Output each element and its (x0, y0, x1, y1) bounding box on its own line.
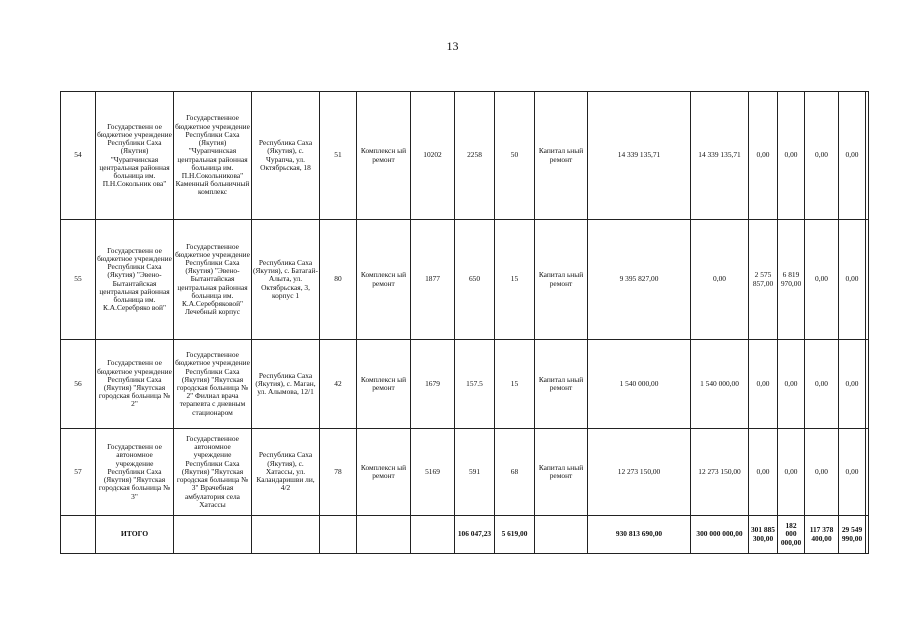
col-6-value: 10202 (411, 92, 455, 220)
repair-category: Капитал ьный ремонт (535, 92, 588, 220)
empty-cell (320, 516, 357, 554)
totals-col-15: 29 549 990,00 (839, 516, 866, 554)
table-row (61, 92, 869, 220)
col-14-value: 0,00 (805, 92, 839, 220)
work-type: Комплексн ый ремонт (357, 92, 411, 220)
total-cost: 1 540 000,00 (588, 340, 691, 429)
object-name: Государственное бюджетное учреждение Республики Саха (Якутия) "Якутская городская больница № 2" Филиал врача терапевта с дневным стационаром (174, 340, 252, 429)
totals-col-12: 301 885 300,00 (749, 516, 778, 554)
object-address: Республика Саха (Якутия), с. Маган, ул. Алымова, 12/1 (252, 340, 320, 429)
row-number: 54 (61, 92, 96, 220)
work-type: Комплексн ый ремонт (357, 340, 411, 429)
totals-total-cost: 930 813 690,00 (588, 516, 691, 554)
repair-category: Капитал ьный ремонт (535, 340, 588, 429)
col-11-value: 1 540 000,00 (691, 340, 749, 429)
edge-cell (866, 429, 869, 516)
col-7-value: 650 (455, 220, 495, 340)
col-7-value: 591 (455, 429, 495, 516)
col-12-value: 2 575 857,00 (749, 220, 778, 340)
empty-cell (61, 516, 96, 554)
col-11-value: 0,00 (691, 220, 749, 340)
col-11-value: 12 273 150,00 (691, 429, 749, 516)
object-address: Республика Саха (Якутия), с. Чурапча, ул. Октябрьская, 18 (252, 92, 320, 220)
object-name: Государственное бюджетное учреждение Республики Саха (Якутия) "Чурапчинская центральная районная больница им. П.Н.Сокольникова" Каменный больничный комплекс (174, 92, 252, 220)
empty-cell (252, 516, 320, 554)
totals-col-7: 106 047,23 (455, 516, 495, 554)
totals-label: ИТОГО (96, 516, 174, 554)
institution-name: Государственн ое автономное учреждение Республики Саха (Якутия) "Якутская городская больница № 3" (96, 429, 174, 516)
row-number: 55 (61, 220, 96, 340)
col-4-value: 80 (320, 220, 357, 340)
total-cost: 12 273 150,00 (588, 429, 691, 516)
col-15-value: 0,00 (839, 220, 866, 340)
page-number: 13 (446, 39, 459, 53)
total-cost: 9 395 827,00 (588, 220, 691, 340)
col-4-value: 51 (320, 92, 357, 220)
col-11-value: 14 339 135,71 (691, 92, 749, 220)
col-15-value: 0,00 (839, 429, 866, 516)
repair-program-table (60, 91, 869, 554)
col-13-value: 6 819 970,00 (778, 220, 805, 340)
work-type: Комплексн ый ремонт (357, 429, 411, 516)
institution-name: Государственн ое бюджетное учреждение Республики Саха (Якутия) "Якутская городская больница № 2" (96, 340, 174, 429)
col-4-value: 78 (320, 429, 357, 516)
totals-row (61, 516, 869, 554)
edge-cell (866, 92, 869, 220)
col-8-value: 68 (495, 429, 535, 516)
total-cost: 14 339 135,71 (588, 92, 691, 220)
col-12-value: 0,00 (749, 92, 778, 220)
institution-name: Государственн ое бюджетное учреждение Республики Саха (Якутия) "Чурапчинская центральная районная больница им. П.Н.Сокольник ова" (96, 92, 174, 220)
row-number: 56 (61, 340, 96, 429)
edge-cell (866, 516, 869, 554)
col-14-value: 0,00 (805, 429, 839, 516)
col-13-value: 0,00 (778, 92, 805, 220)
empty-cell (411, 516, 455, 554)
col-13-value: 0,00 (778, 340, 805, 429)
object-address: Республика Саха (Якутия), с. Хатассы, ул. Каландаришви ли, 4/2 (252, 429, 320, 516)
col-15-value: 0,00 (839, 340, 866, 429)
empty-cell (174, 516, 252, 554)
col-6-value: 1679 (411, 340, 455, 429)
edge-cell (866, 220, 869, 340)
table-row (61, 429, 869, 516)
totals-col-8: 5 619,00 (495, 516, 535, 554)
col-12-value: 0,00 (749, 340, 778, 429)
totals-col-11: 300 000 000,00 (691, 516, 749, 554)
table-row (61, 340, 869, 429)
col-14-value: 0,00 (805, 220, 839, 340)
col-6-value: 1877 (411, 220, 455, 340)
col-7-value: 2258 (455, 92, 495, 220)
col-7-value: 157.5 (455, 340, 495, 429)
object-name: Государственное автономное учреждение Республики Саха (Якутия) "Якутская городская больница № 3" Врачебная амбулатория села Хатассы (174, 429, 252, 516)
col-15-value: 0,00 (839, 92, 866, 220)
edge-cell (866, 340, 869, 429)
empty-cell (357, 516, 411, 554)
col-12-value: 0,00 (749, 429, 778, 516)
col-6-value: 5169 (411, 429, 455, 516)
object-address: Республика Саха (Якутия), с. Батагай-Алыта, ул. Октябрьская, 3, корпус 1 (252, 220, 320, 340)
repair-category: Капитал ьный ремонт (535, 220, 588, 340)
totals-col-14: 117 378 400,00 (805, 516, 839, 554)
col-4-value: 42 (320, 340, 357, 429)
institution-name: Государственн ое бюджетное учреждение Республики Саха (Якутия) "Эвено-Бытантайская центральная районная больница им. К.А.Серебряко вой" (96, 220, 174, 340)
row-number: 57 (61, 429, 96, 516)
object-name: Государственное бюджетное учреждение Республики Саха (Якутия) "Эвено-Бытантайская центральная районная больница им. К.А.Серебряковой" Лечебный корпус (174, 220, 252, 340)
col-8-value: 50 (495, 92, 535, 220)
col-8-value: 15 (495, 220, 535, 340)
col-8-value: 15 (495, 340, 535, 429)
col-13-value: 0,00 (778, 429, 805, 516)
repair-category: Капитал ьный ремонт (535, 429, 588, 516)
col-14-value: 0,00 (805, 340, 839, 429)
totals-col-13: 182 000 000,00 (778, 516, 805, 554)
work-type: Комплексн ый ремонт (357, 220, 411, 340)
empty-cell (535, 516, 588, 554)
table-row (61, 220, 869, 340)
